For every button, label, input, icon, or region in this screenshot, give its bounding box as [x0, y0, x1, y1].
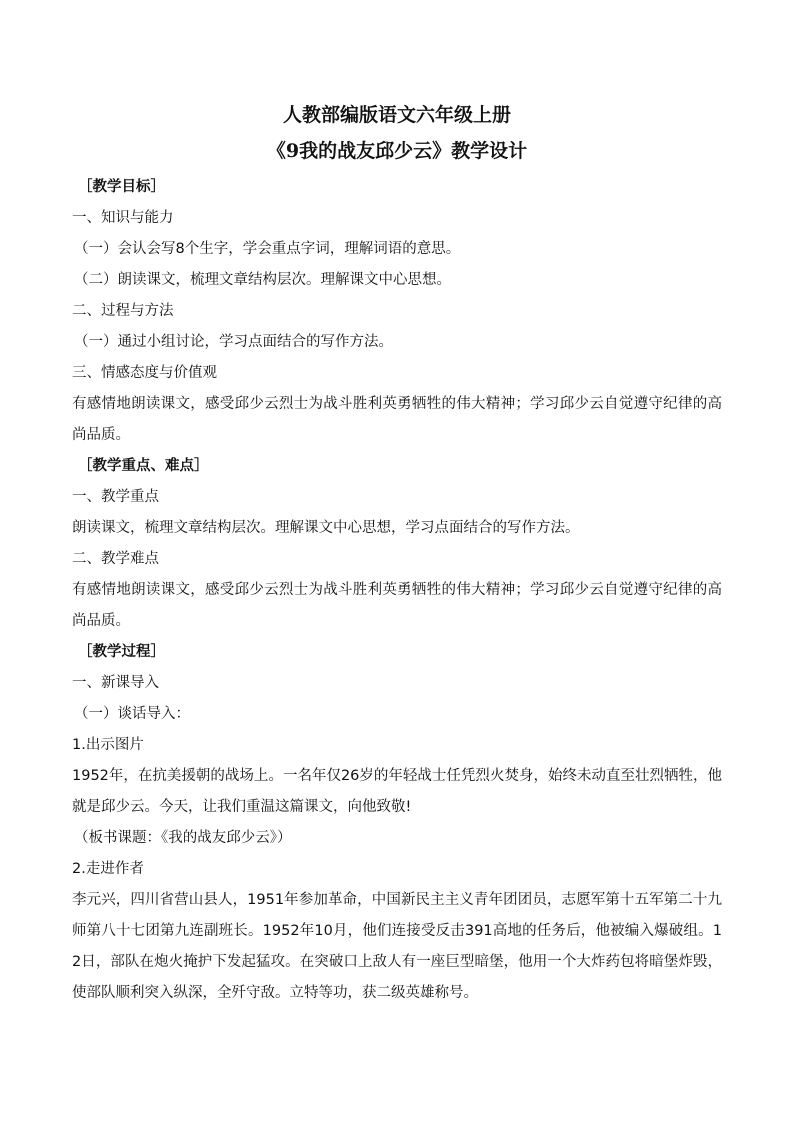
subheading-emotion: 三、情感态度与价值观	[72, 365, 217, 381]
intro-item-1: （一）谈话导入：	[74, 706, 190, 722]
document-title-line1: 人教部编版语文六年级上册	[282, 104, 511, 126]
subheading-introduction: 一、新课导入	[72, 675, 159, 691]
emotion-paragraph: 有感情地朗读课文，感受邱少云烈士为战斗胜利英勇牺牲的伟大精神；学习邱少云自觉遵守纪律的高尚品质。	[72, 396, 722, 443]
board-title-note: （板书课题：《我的战友邱少云》）	[74, 830, 292, 846]
intro-step-2: 2.走进作者	[72, 861, 144, 877]
section-heading-key-points: ［教学重点、难点］	[78, 458, 209, 474]
difficulty-paragraph: 有感情地朗读课文，感受邱少云烈士为战斗胜利英勇牺牲的伟大精神；学习邱少云自觉遵守纪律的高尚品质。	[72, 582, 722, 629]
document-page	[72, 98, 722, 1009]
key-point-paragraph: 朗读课文，梳理文章结构层次。理解课文中心思想，学习点面结合的写作方法。	[72, 520, 580, 536]
subheading-knowledge: 一、知识与能力	[72, 210, 174, 226]
subheading-difficulty: 二、教学难点	[72, 551, 159, 567]
section-heading-objectives: ［教学目标］	[78, 179, 165, 195]
author-paragraph: 李元兴，四川省营山县人，1951年参加革命，中国新民主主义青年团团员，志愿军第十五军第二十九师第八十七团第九连副班长。1952年10月，他们连接受反击391高地的任务后，他被编入爆破组。12日，部队在炮火掩护下发起猛攻。在突破口上敌人有一座巨型暗堡，他用一个大炸药包将暗堡炸毁，使部队顺利突入纵深，全歼守敌。立特等功，获二级英雄称号。	[72, 892, 722, 1001]
intro-paragraph: 1952年，在抗美援朝的战场上。一名年仅26岁的年轻战士任凭烈火焚身，始终未动直至壮烈牺牲，他就是邱少云。今天，让我们重温这篇课文，向他致敬!	[72, 768, 722, 815]
process-item-1: （一）通过小组讨论，学习点面结合的写作方法。	[74, 334, 393, 350]
objective-item-1: （一）会认会写8个生字，学会重点字词，理解词语的意思。	[74, 241, 461, 257]
subheading-process: 二、过程与方法	[72, 303, 174, 319]
objective-item-2: （二）朗读课文，梳理文章结构层次。理解课文中心思想。	[74, 272, 451, 288]
subheading-key-point: 一、教学重点	[72, 489, 159, 505]
section-heading-process: ［教学过程］	[78, 644, 165, 660]
intro-step-1: 1.出示图片	[72, 737, 144, 753]
document-title-line2: 《9我的战友邱少云》教学设计	[266, 140, 528, 162]
